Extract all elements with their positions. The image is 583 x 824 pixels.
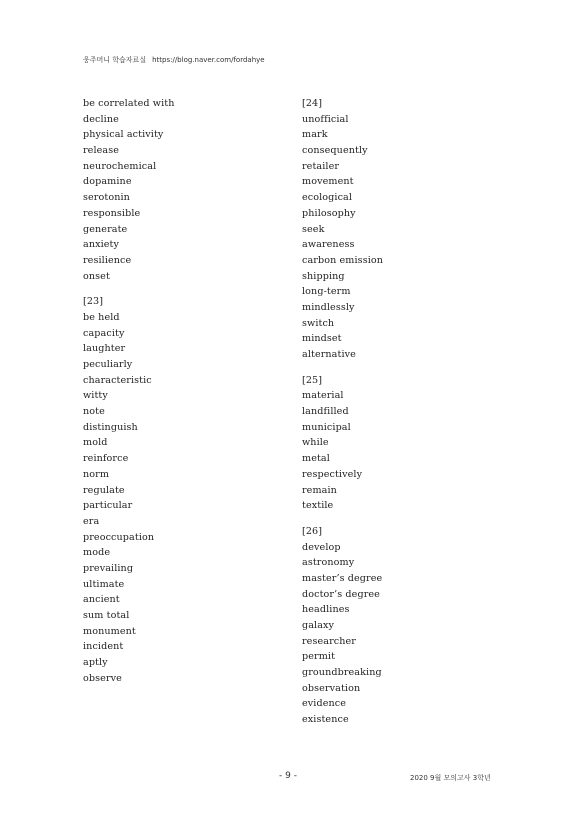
vocab-word: alternative bbox=[302, 349, 356, 360]
vocab-word: ancient bbox=[83, 594, 120, 606]
vocab-word: decline bbox=[83, 113, 119, 125]
vocab-word: remain bbox=[302, 484, 337, 496]
page-header bbox=[83, 55, 265, 65]
vocab-word: dopamine bbox=[83, 176, 132, 188]
vocab-word: capacity bbox=[83, 327, 125, 339]
vocab-word: mindlessly bbox=[302, 301, 355, 313]
vocab-word: astronomy bbox=[302, 557, 355, 569]
section-label: [26] bbox=[302, 525, 323, 537]
vocab-word: evidence bbox=[302, 698, 347, 710]
vocab-word: sum total bbox=[83, 610, 130, 621]
vocab-word: consequently bbox=[302, 145, 368, 157]
vocab-word: material bbox=[302, 390, 344, 402]
vocab-word: witty bbox=[83, 390, 108, 402]
vocab-word: peculiarly bbox=[83, 359, 133, 370]
vocab-word: researcher bbox=[302, 635, 356, 647]
vocab-word: note bbox=[83, 406, 105, 418]
vocab-word: generate bbox=[83, 223, 128, 235]
vocab-word: municipal bbox=[302, 421, 351, 433]
vocab-word: respectively bbox=[302, 468, 363, 480]
vocab-word: mark bbox=[302, 129, 328, 141]
vocab-column-right bbox=[302, 96, 502, 728]
page-number: - 9 - bbox=[279, 771, 297, 781]
vocab-word: philosophy bbox=[302, 207, 356, 219]
vocab-word: master’s degree bbox=[302, 572, 383, 584]
vocab-word: landfilled bbox=[302, 406, 349, 418]
vocab-word: physical activity bbox=[83, 129, 164, 141]
vocab-word: while bbox=[302, 437, 329, 449]
vocab-word: unofficial bbox=[302, 113, 349, 125]
vocab-word: mindset bbox=[302, 333, 342, 345]
vocab-word: distinguish bbox=[83, 421, 138, 433]
vocab-word: onset bbox=[83, 270, 110, 282]
vocab-word: mold bbox=[83, 437, 108, 449]
vocab-word: prevailing bbox=[83, 562, 134, 574]
vocab-word: carbon emission bbox=[302, 254, 384, 266]
vocab-word: norm bbox=[83, 468, 110, 480]
section-label: [23] bbox=[83, 296, 104, 308]
header-url: https://blog.naver.com/fordahye bbox=[152, 56, 265, 64]
vocab-word: characteristic bbox=[83, 374, 152, 386]
vocab-word: regulate bbox=[83, 484, 125, 496]
vocab-word: movement bbox=[302, 176, 354, 188]
vocab-word: existence bbox=[302, 714, 349, 726]
section-label: [25] bbox=[302, 374, 323, 386]
vocab-word: groundbreaking bbox=[302, 667, 382, 679]
exam-label: 2020 9월 모의고사 3학년 bbox=[410, 774, 491, 782]
vocab-word: switch bbox=[302, 317, 335, 329]
vocab-word: laughter bbox=[83, 343, 126, 355]
vocab-column-left bbox=[83, 96, 283, 686]
vocab-word: observe bbox=[83, 672, 122, 684]
section-label: [24] bbox=[302, 98, 323, 109]
vocab-word: mode bbox=[83, 547, 111, 559]
vocab-word: aptly bbox=[83, 657, 108, 669]
header-author: 웅주머니 학습자료실 bbox=[83, 56, 147, 64]
vocab-word: resilience bbox=[83, 254, 132, 266]
vocab-word: serotonin bbox=[83, 192, 130, 204]
vocab-word: awareness bbox=[302, 239, 355, 251]
vocab-word: incident bbox=[83, 641, 124, 653]
vocab-word: permit bbox=[302, 651, 336, 663]
vocab-word: headlines bbox=[302, 604, 350, 616]
vocab-word: be correlated with bbox=[83, 98, 175, 109]
vocab-word: ultimate bbox=[83, 578, 125, 590]
vocab-word: reinforce bbox=[83, 453, 129, 465]
vocab-word: doctor’s degree bbox=[302, 588, 380, 600]
vocab-word: shipping bbox=[302, 270, 345, 282]
vocab-word: particular bbox=[83, 500, 133, 512]
vocab-word: preoccupation bbox=[83, 531, 155, 543]
vocab-word: responsible bbox=[83, 207, 141, 219]
vocab-word: observation bbox=[302, 682, 361, 694]
vocab-word: ecological bbox=[302, 192, 353, 204]
vocab-word: long-term bbox=[302, 286, 351, 298]
vocab-word: textile bbox=[302, 500, 334, 512]
vocab-word: era bbox=[83, 515, 100, 527]
vocab-word: develop bbox=[302, 541, 341, 553]
vocab-word: galaxy bbox=[302, 620, 335, 631]
vocab-word: anxiety bbox=[83, 239, 120, 251]
vocab-word: metal bbox=[302, 453, 330, 465]
vocab-word: seek bbox=[302, 223, 325, 235]
vocab-word: retailer bbox=[302, 160, 340, 172]
vocab-word: monument bbox=[83, 625, 136, 637]
vocab-word: release bbox=[83, 145, 120, 157]
vocab-word: neurochemical bbox=[83, 160, 157, 172]
vocab-word: be held bbox=[83, 311, 120, 323]
